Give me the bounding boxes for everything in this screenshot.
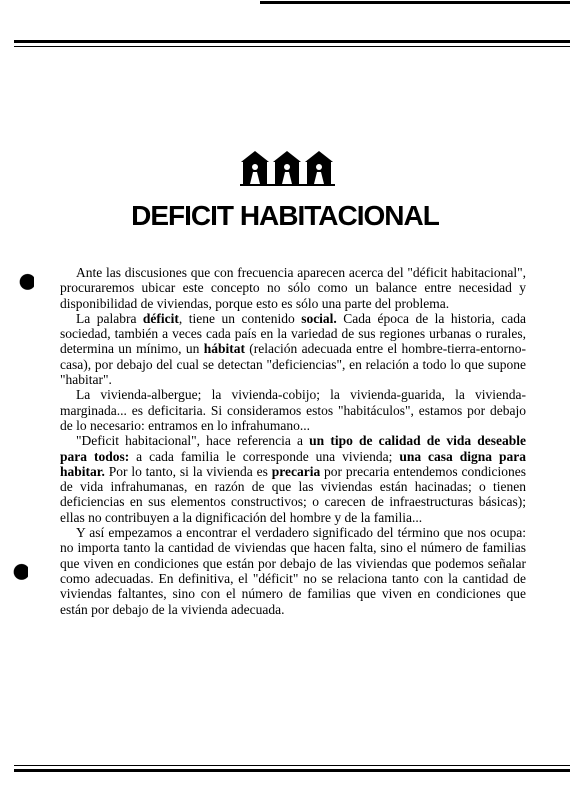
article-body (60, 265, 526, 617)
page-title: DEFICIT HABITACIONAL (131, 200, 439, 231)
bold-text: social. (301, 310, 337, 326)
bold-text: precaria (271, 463, 321, 479)
text-run: Por lo tanto, si la vivienda es (104, 463, 272, 479)
text-run: , tiene un contenido (178, 310, 302, 326)
text-run: La vivienda-albergue; la vivienda-cobijo; la vivienda-guarida, la vivienda-marginada... es deficitaria. Si consideramos estos "habitáculos", estamos por debajo de lo necesario: entramos en lo infrahumano... (60, 387, 526, 433)
punch-hole-mark-top (18, 272, 34, 290)
bold-text: hábitat (203, 341, 245, 357)
paragraph (60, 387, 526, 433)
text-run: Ante las discusiones que con frecuencia aparecen acerca del "déficit habitacional", procuraremos ubicar este concepto no sólo como un balance entre necesidad y disponibilidad de viviendas, porque esto es sólo una parte del problema. (60, 265, 526, 311)
text-run: por precaria entendemos condiciones de vida infrahumanas, en razón de que las viviendas están hacinadas; o tienen deficiencias en sus elementos constructivos; o carecen de infraestructuras básicas); ellas no contribuyen a la dignificación del hombre y de la familia... (60, 463, 527, 525)
bottom-rule-thick (14, 769, 570, 772)
paragraph (60, 525, 526, 617)
top-rule-thick (14, 40, 570, 43)
text-run: a cada familia le corresponde una vivienda; (129, 448, 400, 464)
bold-text: una casa digna para habitar. (60, 448, 526, 479)
top-rule-thin (14, 46, 570, 47)
paragraph (60, 433, 526, 525)
bold-text: déficit (142, 310, 179, 326)
bottom-rule-thin (14, 765, 570, 766)
top-edge-line (260, 1, 570, 4)
bold-text: un tipo de calidad de vida deseable para todos: (60, 433, 526, 464)
text-run: (relación adecuada entre el hombre-tierra-entorno-casa), por debajo del cual se detectan "deficiencias", en relación a todo lo que supone "habitar". (60, 341, 526, 388)
text-run: Y así empezamos a encontrar el verdadero significado del término que nos ocupa: no importa tanto la cantidad de viviendas que hacen falta, sino el número de familias que viven en condiciones que están por debajo de las viviendas que podemos señalar como adecuadas. En definitiva, el "déficit" no se relaciona tanto con la cantidad de viviendas faltantes, sino con el número de familias que viven en condiciones que están por debajo de la vivienda adecuada. (60, 525, 526, 617)
text-run: Cada época de la historia, cada sociedad, también a veces cada país en la variedad de sus regiones urbanas o rurales, determina un mínimo, un (60, 310, 526, 357)
text-run: "Deficit habitacional", hace referencia a (76, 433, 310, 449)
paragraph (60, 265, 526, 311)
houses-logo-icon (240, 148, 335, 188)
punch-hole-mark-bottom (12, 562, 28, 580)
text-run: La palabra (76, 310, 143, 326)
paragraph (60, 311, 526, 387)
